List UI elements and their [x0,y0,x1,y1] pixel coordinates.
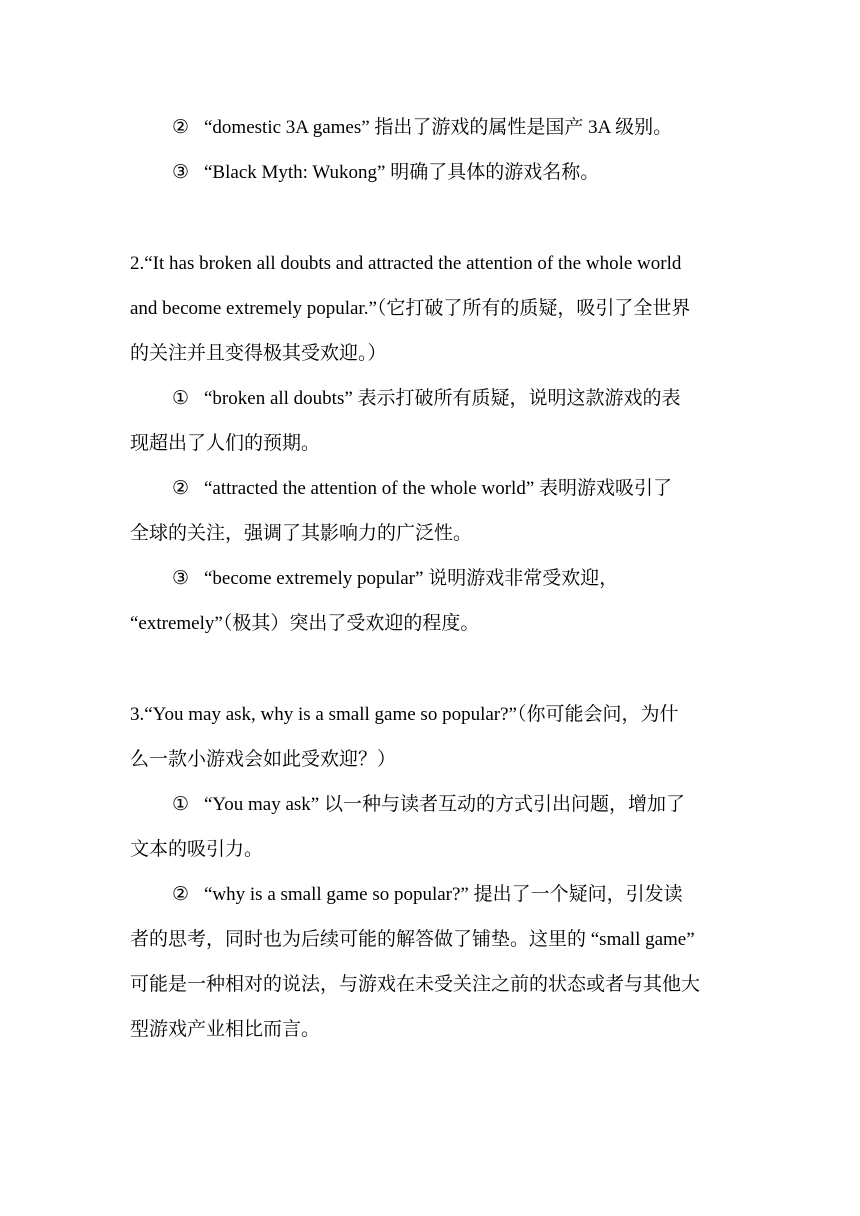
list-item [172,566,618,592]
item-text: “You may ask” 以一种与读者互动的方式引出问题，增加了 [204,794,685,815]
item-text-continuation: 文本的吸引力。 [130,839,264,860]
item-text-continuation: “extremely”（极其）突出了受欢迎的程度。 [130,613,480,634]
item-text-continuation: 可能是一种相对的说法，与游戏在未受关注之前的状态或者与其他大 [130,974,701,995]
list-item [172,792,685,818]
item-marker: ① [172,794,190,815]
list-item [172,386,681,412]
item-marker: ① [172,388,190,409]
section-heading: 么一款小游戏会如此受欢迎？） [130,749,397,770]
item-text: “why is a small game so popular?” 提出了一个疑问，引发读 [204,884,683,905]
section-heading: and become extremely popular.”（它打破了所有的质疑，吸引了全世界 [130,298,691,319]
item-marker: ③ [172,162,190,183]
item-text-continuation: 全球的关注，强调了其影响力的广泛性。 [130,523,473,544]
item-marker: ② [172,884,190,905]
item-text-continuation: 现超出了人们的预期。 [130,433,321,454]
list-item [172,115,672,141]
item-text-continuation: 者的思考，同时也为后续可能的解答做了铺垫。这里的 “small game” [130,929,695,950]
item-text: “domestic 3A games” 指出了游戏的属性是国产 3A 级别。 [204,117,673,138]
item-marker: ② [172,117,190,138]
item-marker: ② [172,478,190,499]
list-item [172,476,672,502]
section-heading: 的关注并且变得极其受欢迎。） [130,343,387,364]
item-text: “become extremely popular” 说明游戏非常受欢迎， [204,568,619,589]
section-heading: 3.“You may ask, why is a small game so popular?”（你可能会问，为什 [130,704,679,725]
item-text: “broken all doubts” 表示打破所有质疑，说明这款游戏的表 [204,388,681,409]
item-text: “Black Myth: Wukong” 明确了具体的游戏名称。 [204,162,600,183]
section-heading: 2.“It has broken all doubts and attracted the attention of the whole world [130,253,682,274]
list-item [172,882,683,908]
item-text-continuation: 型游戏产业相比而言。 [130,1019,321,1040]
item-text: “attracted the attention of the whole world” 表明游戏吸引了 [204,478,673,499]
item-marker: ③ [172,568,190,589]
list-item [172,160,599,186]
